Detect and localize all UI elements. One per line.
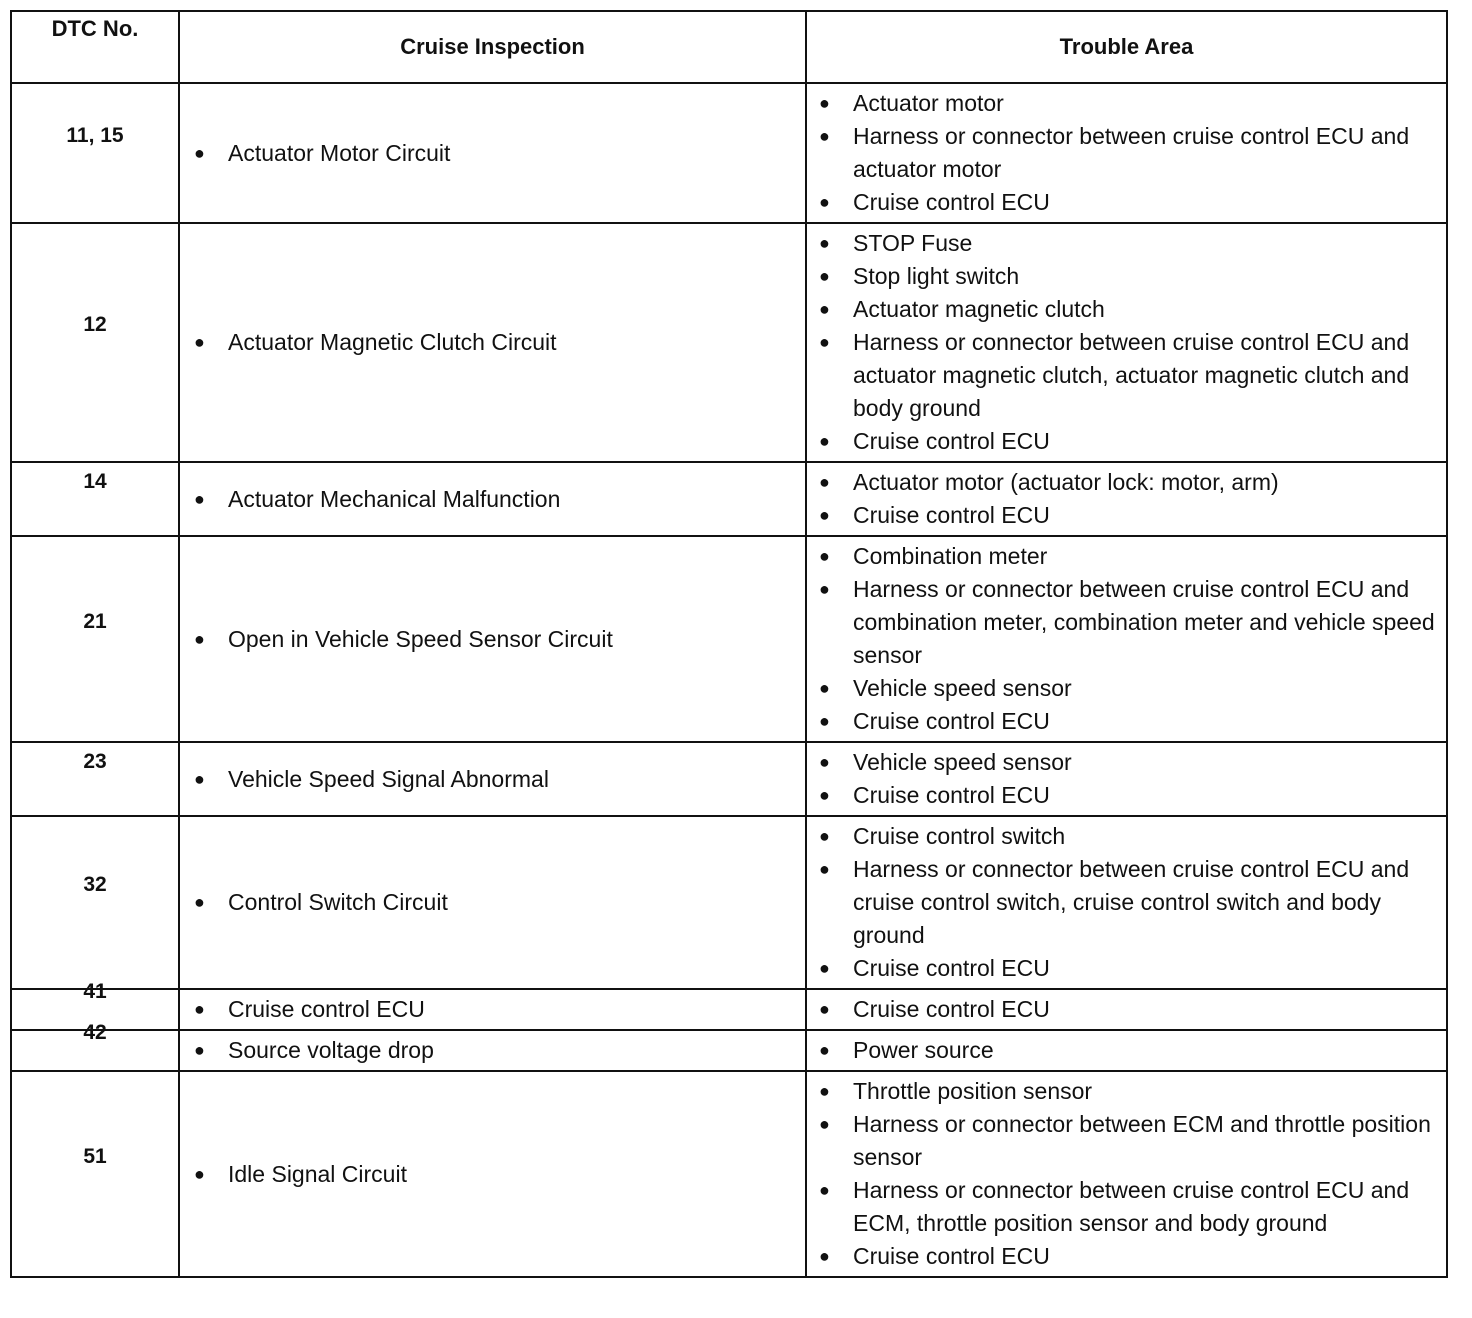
bullet-icon: ●: [194, 488, 205, 509]
trouble-area-text: Cruise control ECU: [853, 502, 1050, 528]
trouble-area-text: Cruise control ECU: [853, 955, 1050, 981]
trouble-area-text: Combination meter: [853, 543, 1048, 569]
table-row: [11, 816, 1447, 989]
inspection-text: Actuator Mechanical Malfunction: [228, 485, 561, 512]
header-area: Trouble Area: [806, 11, 1447, 83]
bullet-icon: ●: [819, 546, 830, 566]
trouble-area-text: Cruise control ECU: [853, 996, 1050, 1022]
trouble-area-text: Vehicle speed sensor: [853, 749, 1072, 775]
bullet-icon: ●: [194, 999, 205, 1019]
trouble-area-cell: [806, 989, 1447, 1030]
trouble-area-text: Harness or connector between cruise control ECU and combination meter, combination meter and vehicle speed sensor: [853, 576, 1435, 668]
bullet-icon: ●: [819, 1040, 830, 1060]
dtc-number: 11, 15: [66, 123, 124, 147]
trouble-area-item: [819, 705, 1436, 738]
trouble-area-cell: [806, 1071, 1447, 1277]
trouble-area-text: Harness or connector between cruise control ECU and actuator magnetic clutch, actuator magnetic clutch and body ground: [853, 329, 1410, 421]
trouble-area-item: [819, 1075, 1436, 1108]
inspection-cell: [179, 816, 806, 989]
trouble-area-text: Harness or connector between cruise control ECU and cruise control switch, cruise control switch and body ground: [853, 856, 1410, 948]
table-row: [11, 742, 1447, 816]
trouble-area-item: [819, 120, 1436, 186]
dtc-cell: [11, 1021, 179, 1071]
trouble-area-item: [819, 87, 1436, 120]
inspection-text: Actuator Magnetic Clutch Circuit: [228, 329, 557, 355]
trouble-area-cell: [806, 462, 1447, 536]
trouble-area-list: [819, 1034, 1436, 1067]
bullet-icon: ●: [819, 711, 830, 731]
dtc-cell: [11, 536, 179, 742]
trouble-area-text: Harness or connector between ECM and throttle position sensor: [853, 1111, 1431, 1170]
bullet-icon: ●: [819, 752, 830, 772]
dtc-cell: [11, 83, 179, 223]
trouble-area-item: [819, 499, 1436, 532]
trouble-area-item: [819, 573, 1436, 672]
trouble-area-item: [819, 952, 1436, 985]
bullet-icon: ●: [194, 628, 205, 649]
dtc-cell: [11, 1071, 179, 1277]
bullet-icon: ●: [194, 892, 205, 912]
table-row: [11, 1071, 1447, 1277]
trouble-area-list: [819, 820, 1436, 985]
table-row: [11, 83, 1447, 223]
dtc-number: 32: [83, 873, 107, 896]
dtc-cell: [11, 462, 179, 536]
trouble-area-cell: [806, 1030, 1447, 1071]
inspection-cell: [179, 462, 806, 536]
dtc-number: 41: [83, 980, 107, 1003]
trouble-area-cell: [806, 83, 1447, 223]
bullet-icon: ●: [819, 1246, 830, 1266]
bullet-icon: ●: [819, 958, 830, 978]
bullet-icon: ●: [194, 1040, 205, 1060]
trouble-area-text: STOP Fuse: [853, 230, 973, 256]
trouble-area-text: Vehicle speed sensor: [853, 675, 1072, 701]
trouble-area-item: [819, 293, 1436, 326]
inspection-cell: [179, 223, 806, 462]
trouble-area-item: [819, 853, 1436, 952]
table-row: [11, 989, 1447, 1030]
trouble-area-item: [819, 672, 1436, 705]
bullet-icon: ●: [819, 93, 830, 113]
inspection-text: Control Switch Circuit: [228, 889, 448, 915]
inspection-text: Vehicle Speed Signal Abnormal: [228, 765, 549, 792]
table-row: [11, 223, 1447, 462]
inspection-cell: [179, 83, 806, 223]
trouble-area-item: [819, 186, 1436, 219]
trouble-area-text: Cruise control switch: [853, 823, 1066, 849]
trouble-area-item: [819, 1108, 1436, 1174]
bullet-icon: ●: [819, 1180, 830, 1200]
trouble-area-item: [819, 466, 1436, 499]
dtc-number: 12: [83, 313, 107, 336]
dtc-number: 51: [83, 1144, 107, 1168]
trouble-area-item: [819, 326, 1436, 425]
header-dtc: DTC No.: [11, 11, 179, 83]
inspection-cell: [179, 1030, 806, 1071]
trouble-area-text: Actuator motor: [853, 90, 1004, 116]
table-row: [11, 462, 1447, 536]
dtc-number: 23: [83, 749, 107, 773]
bullet-icon: ●: [819, 1114, 830, 1134]
inspection-cell: [179, 742, 806, 816]
bullet-icon: ●: [819, 859, 830, 879]
bullet-icon: ●: [819, 579, 830, 599]
inspection-cell: [179, 1071, 806, 1277]
trouble-area-text: Cruise control ECU: [853, 782, 1050, 808]
trouble-area-item: [819, 1240, 1436, 1273]
bullet-icon: ●: [819, 826, 830, 846]
table-row: [11, 1030, 1447, 1071]
trouble-area-list: [819, 227, 1436, 458]
header-inspection: Cruise Inspection: [179, 11, 806, 83]
inspection-text: Open in Vehicle Speed Sensor Circuit: [228, 625, 613, 652]
trouble-area-item: [819, 1034, 1436, 1067]
bullet-icon: ●: [819, 1081, 830, 1101]
inspection-text: Idle Signal Circuit: [228, 1160, 407, 1187]
trouble-area-item: [819, 746, 1436, 779]
trouble-area-text: Stop light switch: [853, 263, 1020, 289]
bullet-icon: ●: [819, 999, 830, 1019]
trouble-area-text: Cruise control ECU: [853, 708, 1050, 734]
trouble-area-list: [819, 87, 1436, 219]
trouble-area-text: Actuator magnetic clutch: [853, 296, 1105, 322]
trouble-area-item: [819, 540, 1436, 573]
trouble-area-text: Actuator motor (actuator lock: motor, arm): [853, 469, 1279, 495]
dtc-table: [10, 10, 1448, 1278]
trouble-area-text: Power source: [853, 1037, 994, 1063]
trouble-area-cell: [806, 742, 1447, 816]
trouble-area-text: Cruise control ECU: [853, 1243, 1050, 1269]
trouble-area-list: [819, 1075, 1436, 1273]
trouble-area-item: [819, 1174, 1436, 1240]
trouble-area-item: [819, 820, 1436, 853]
bullet-icon: ●: [194, 142, 205, 163]
bullet-icon: ●: [194, 768, 205, 789]
bullet-icon: ●: [819, 299, 830, 319]
trouble-area-text: Harness or connector between cruise control ECU and actuator motor: [853, 123, 1410, 182]
trouble-area-list: [819, 540, 1436, 738]
trouble-area-cell: [806, 536, 1447, 742]
bullet-icon: ●: [819, 472, 830, 492]
bullet-icon: ●: [819, 505, 830, 525]
inspection-text: Actuator Motor Circuit: [228, 139, 451, 166]
bullet-icon: ●: [819, 785, 830, 805]
trouble-area-cell: [806, 816, 1447, 989]
trouble-area-text: Cruise control ECU: [853, 189, 1050, 215]
bullet-icon: ●: [819, 192, 830, 212]
inspection-cell: [179, 989, 806, 1030]
trouble-area-item: [819, 260, 1436, 293]
inspection-text: Cruise control ECU: [228, 996, 425, 1022]
trouble-area-item: [819, 425, 1436, 458]
trouble-area-item: [819, 779, 1436, 812]
dtc-cell: [11, 816, 179, 989]
inspection-text: Source voltage drop: [228, 1037, 434, 1063]
trouble-area-item: [819, 993, 1436, 1026]
header-row: [11, 11, 1447, 83]
bullet-icon: ●: [819, 678, 830, 698]
bullet-icon: ●: [819, 233, 830, 253]
dtc-number: 42: [83, 1021, 107, 1044]
trouble-area-text: Harness or connector between cruise control ECU and ECM, throttle position sensor and body ground: [853, 1177, 1410, 1236]
dtc-number: 14: [83, 469, 107, 493]
trouble-area-cell: [806, 223, 1447, 462]
trouble-area-list: [819, 746, 1436, 812]
dtc-cell: [11, 742, 179, 816]
trouble-area-item: [819, 227, 1436, 260]
trouble-area-list: [819, 466, 1436, 532]
bullet-icon: ●: [194, 332, 205, 352]
trouble-area-text: Throttle position sensor: [853, 1078, 1093, 1104]
trouble-area-list: [819, 993, 1436, 1026]
dtc-number: 21: [83, 609, 107, 633]
table-row: [11, 536, 1447, 742]
inspection-cell: [179, 536, 806, 742]
bullet-icon: ●: [819, 126, 830, 146]
bullet-icon: ●: [819, 266, 830, 286]
bullet-icon: ●: [194, 1163, 205, 1184]
dtc-cell: [11, 223, 179, 462]
bullet-icon: ●: [819, 431, 830, 451]
trouble-area-text: Cruise control ECU: [853, 428, 1050, 454]
bullet-icon: ●: [819, 332, 830, 352]
